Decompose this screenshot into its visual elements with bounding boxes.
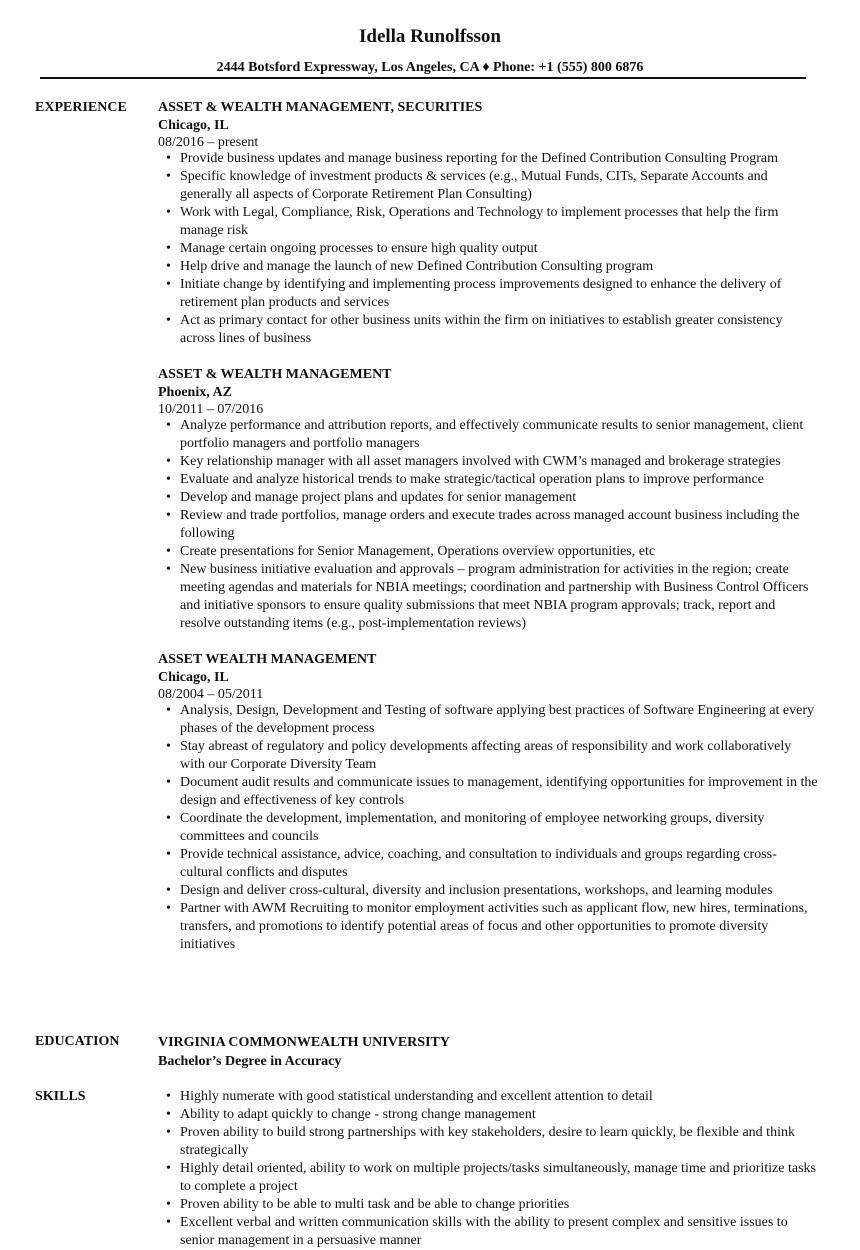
bullet-item: • Review and trade portfolios, manage orders and execute trades across managed account business including the following [158, 507, 818, 543]
job-location: Chicago, IL [158, 118, 229, 133]
section-label-education: EDUCATION [35, 1034, 120, 1049]
job-title: ASSET & WEALTH MANAGEMENT [158, 367, 392, 382]
bullet-item: • Evaluate and analyze historical trends to make strategic/tactical operation plans to improve performance [158, 471, 818, 489]
bullet-item: • Proven ability to build strong partnerships with key stakeholders, desire to learn quickly, be flexible and think strategically [158, 1124, 818, 1160]
bullet-item: • Analyze performance and attribution reports, and effectively communicate results to senior management, client portfolio managers and portfolio managers [158, 417, 818, 453]
bullet-item: • Document audit results and communicate issues to management, identifying opportunities for improvement in the design and effectiveness of key controls [158, 774, 818, 810]
section-label-skills: SKILLS [35, 1089, 86, 1104]
education-school: VIRGINIA COMMONWEALTH UNIVERSITY [158, 1035, 450, 1050]
bullet-item: • Develop and manage project plans and updates for senior management [158, 489, 818, 507]
job-bullets [158, 702, 818, 954]
bullet-item: • Partner with AWM Recruiting to monitor employment activities such as applicant flow, new hires, terminations, transfers, and promotions to identify potential areas of focus and other opportunities to promote diversity initiatives [158, 900, 818, 954]
bullet-item: • Key relationship manager with all asset managers involved with CWM’s managed and brokerage strategies [158, 453, 818, 471]
experience-list [158, 99, 818, 972]
job-title: ASSET WEALTH MANAGEMENT [158, 652, 377, 667]
job-bullets [158, 417, 818, 633]
bullet-item: • Manage certain ongoing processes to ensure high quality output [158, 240, 818, 258]
job-dates: 10/2011 – 07/2016 [158, 402, 264, 417]
bullet-item: • Create presentations for Senior Management, Operations overview opportunities, etc [158, 543, 818, 561]
bullet-item: • Act as primary contact for other business units within the firm on initiatives to establish greater consistency across lines of business [158, 312, 818, 348]
bullet-item: • New business initiative evaluation and approvals – program administration for activities in the region; create meeting agendas and materials for NBIA meetings; coordination and partnership with Business Control Officers and initiative sponsors to ensure quality submissions that meet NBIA program approvals; track, report and resolve outstanding items (e.g., post-implementation reviews) [158, 561, 818, 633]
job-location: Chicago, IL [158, 670, 229, 685]
education-degree: Bachelor’s Degree in Accuracy [158, 1054, 342, 1069]
candidate-name: Idella Runolfsson [358, 26, 502, 47]
bullet-item: • Work with Legal, Compliance, Risk, Operations and Technology to implement processes that help the firm manage risk [158, 204, 818, 240]
bullet-item: • Design and deliver cross-cultural, diversity and inclusion presentations, workshops, and learning modules [158, 882, 818, 900]
education-body [158, 1033, 818, 1071]
bullet-item: • Initiate change by identifying and implementing process improvements designed to enhance the delivery of retirement plan products and services [158, 276, 818, 312]
bullet-item: • Provide business updates and manage business reporting for the Defined Contribution Consulting Program [158, 150, 818, 168]
job-location: Phoenix, AZ [158, 385, 232, 400]
bullet-item: • Excellent verbal and written communication skills with the ability to present complex and sensitive issues to senior management in a persuasive manner [158, 1214, 818, 1250]
bullet-item: • Ability to adapt quickly to change - strong change management [158, 1106, 818, 1124]
bullet-item: • Coordinate the development, implementation, and monitoring of employee networking groups, diversity committees and councils [158, 810, 818, 846]
contact-line: 2444 Botsford Expressway, Los Angeles, CA ♦ Phone: +1 (555) 800 6876 [216, 60, 644, 75]
bullet-item: • Help drive and manage the launch of new Defined Contribution Consulting program [158, 258, 818, 276]
bullet-item: • Highly numerate with good statistical understanding and excellent attention to detail [158, 1088, 818, 1106]
bullet-item: • Analysis, Design, Development and Testing of software applying best practices of Software Engineering at every phases of the development process [158, 702, 818, 738]
job-dates: 08/2004 – 05/2011 [158, 687, 264, 702]
job-title: ASSET & WEALTH MANAGEMENT, SECURITIES [158, 100, 483, 115]
header-divider [40, 77, 806, 79]
bullet-item: • Stay abreast of regulatory and policy developments affecting areas of responsibility and work collaboratively with our Corporate Diversity Team [158, 738, 818, 774]
section-label-experience: EXPERIENCE [35, 100, 127, 115]
job-entry [158, 366, 818, 633]
bullet-item: • Proven ability to be able to multi task and be able to change priorities [158, 1196, 818, 1214]
job-entry [158, 651, 818, 954]
job-entry [158, 99, 818, 348]
skills-body [158, 1088, 818, 1250]
job-dates: 08/2016 – present [158, 135, 259, 150]
bullet-item: • Highly detail oriented, ability to work on multiple projects/tasks simultaneously, manage time and prioritize tasks to complete a project [158, 1160, 818, 1196]
bullet-item: • Specific knowledge of investment products & services (e.g., Mutual Funds, CITs, Separate Accounts and generally all aspects of Corporate Retirement Plan Consulting) [158, 168, 818, 204]
skills-bullets [158, 1088, 818, 1250]
job-bullets [158, 150, 818, 348]
bullet-item: • Provide technical assistance, advice, coaching, and consultation to individuals and groups regarding cross-cultural conflicts and disputes [158, 846, 818, 882]
